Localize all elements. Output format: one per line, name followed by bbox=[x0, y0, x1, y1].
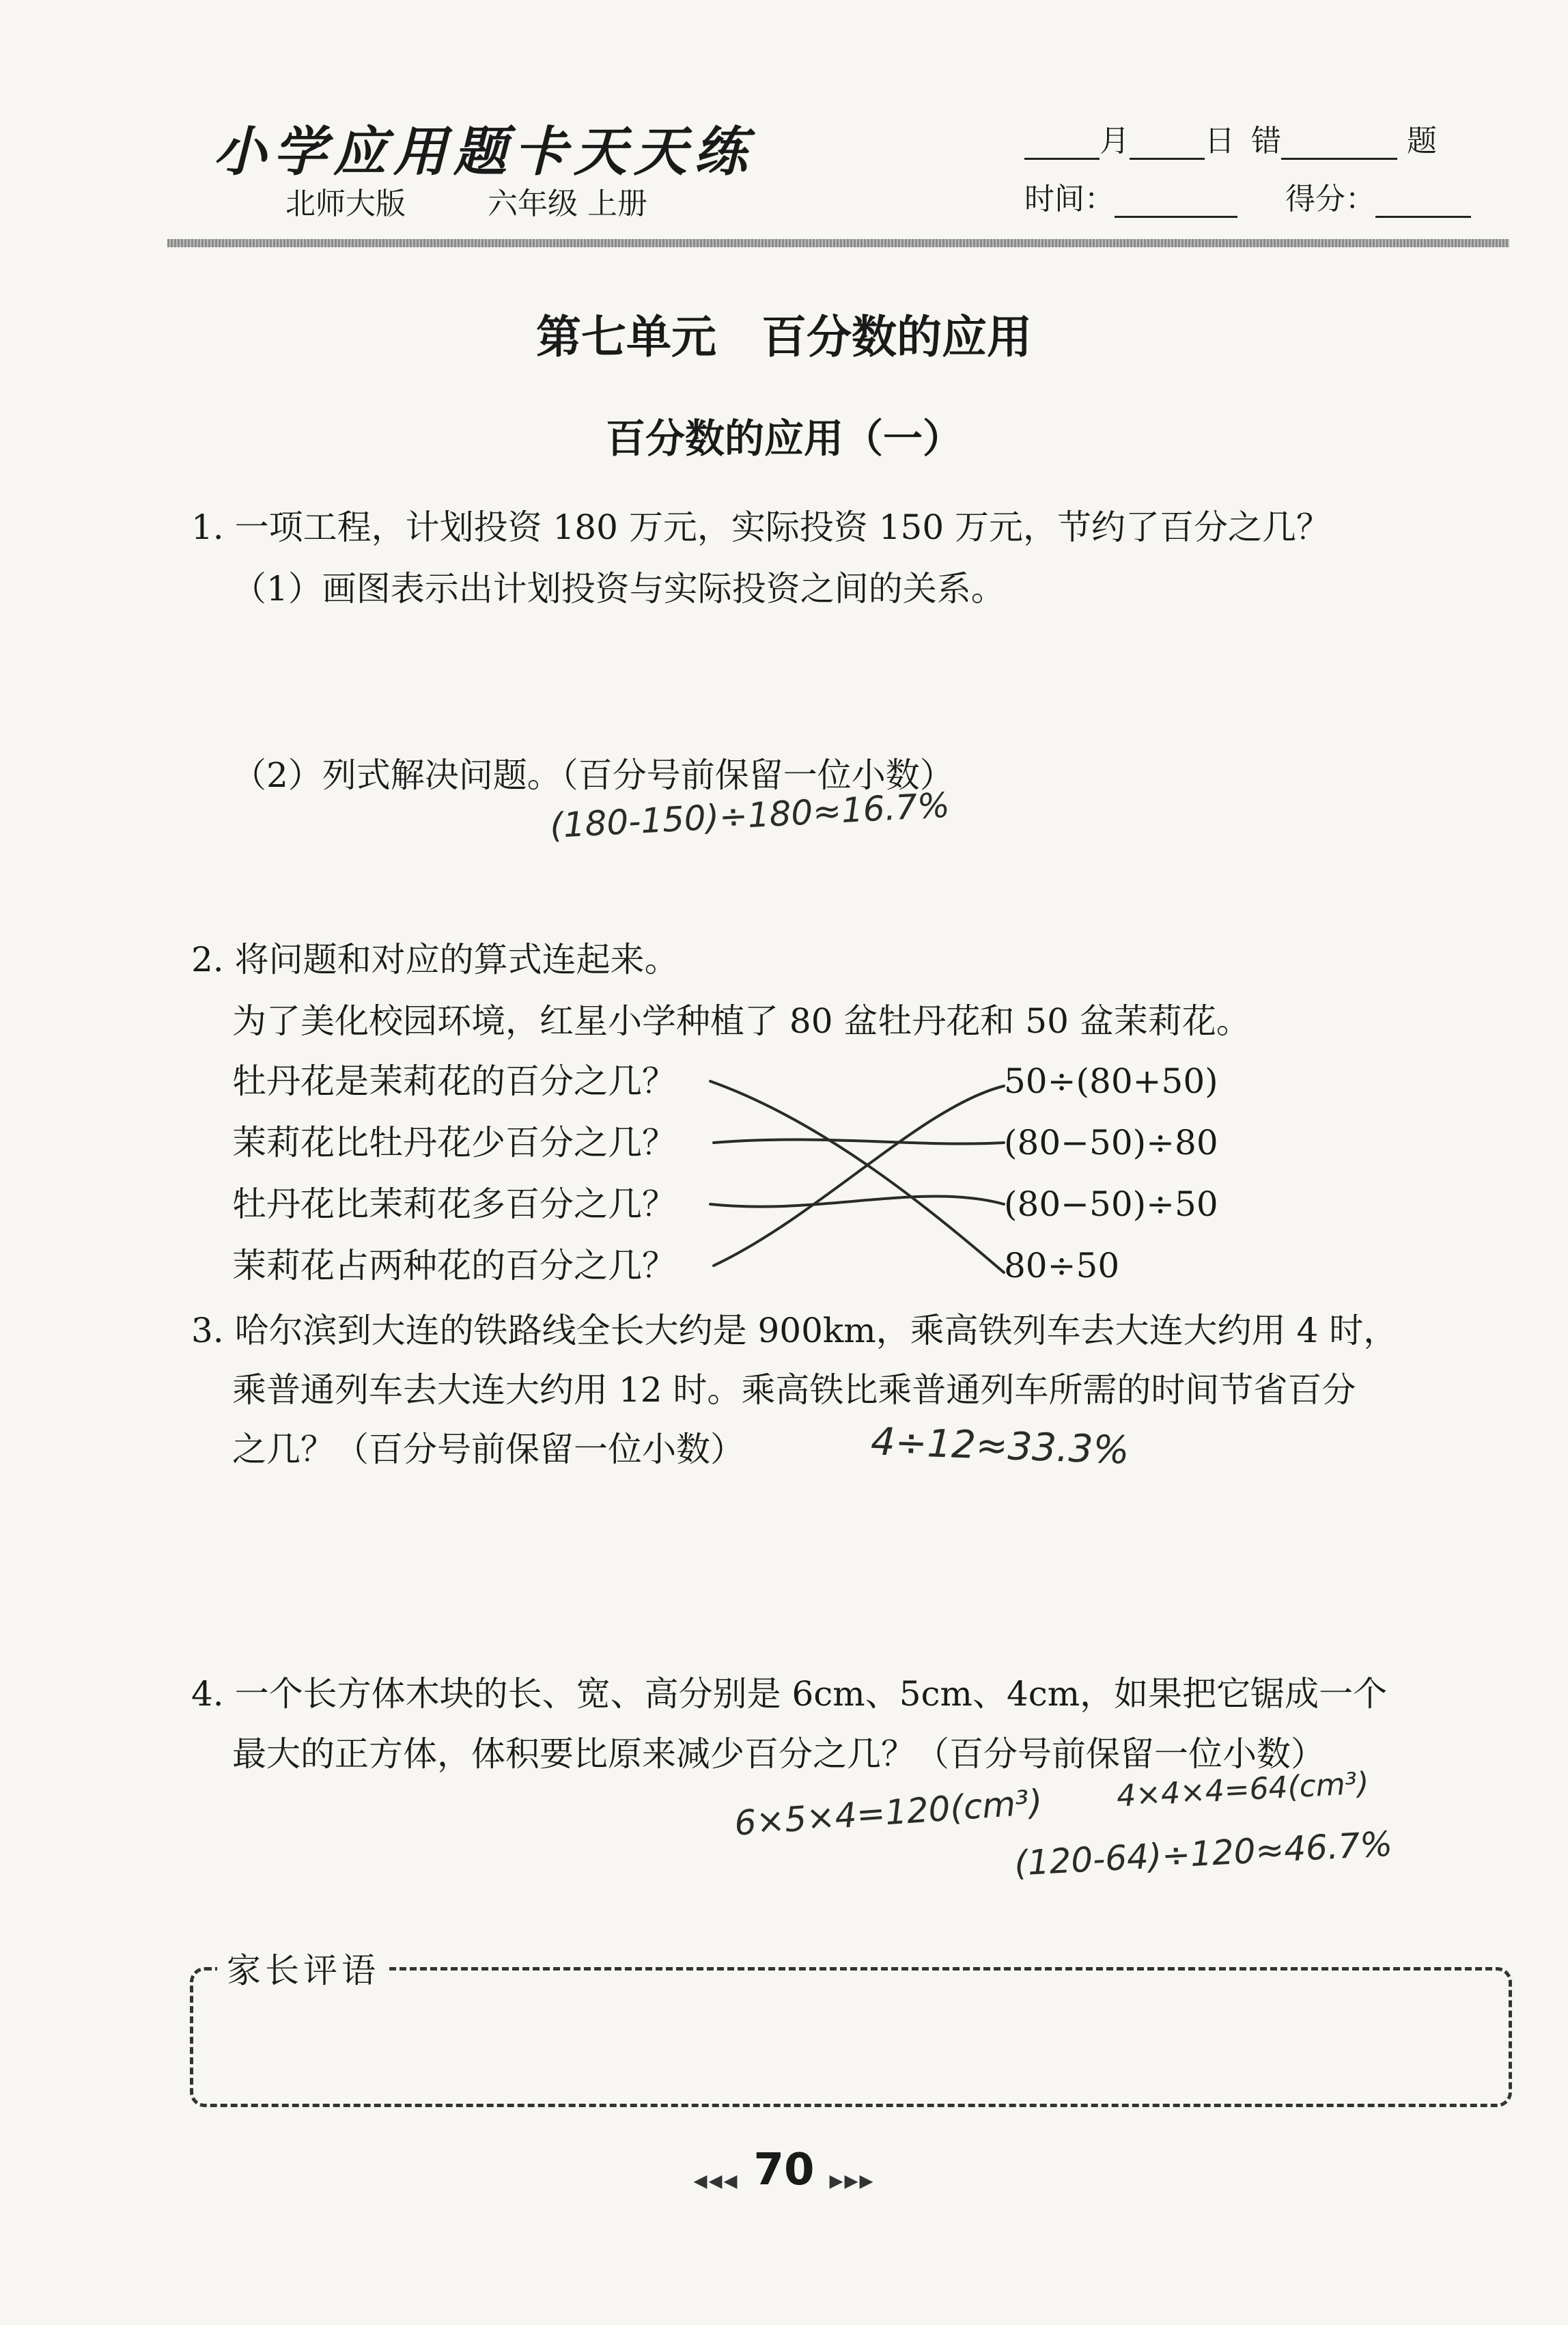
q2-question-4: 茉莉花占两种花的百分之几？ bbox=[232, 1246, 676, 1285]
publisher-label: 北师大版 bbox=[285, 186, 406, 221]
q2-formula-1: 50÷(80+50) bbox=[1004, 1061, 1218, 1101]
right-arrows-icon: ▶▶▶ bbox=[829, 2171, 875, 2192]
q1-sub2: （2）列式解决问题。（百分号前保留一位小数） bbox=[232, 755, 954, 795]
page-number: 70 bbox=[753, 2145, 815, 2195]
match-line-3 bbox=[710, 1196, 1004, 1206]
match-line-2 bbox=[714, 1139, 1004, 1143]
left-arrows-icon: ◀◀◀ bbox=[693, 2171, 739, 2192]
q4-handwritten-answer-1: 6×5×4=120(cm³) bbox=[733, 1782, 1044, 1843]
book-title: 小学应用题卡天天练 bbox=[213, 121, 755, 183]
q3-handwritten-answer: 4÷12≈33.3% bbox=[869, 1419, 1130, 1473]
wrong-label: 错 bbox=[1251, 124, 1281, 158]
score-label: 得分： bbox=[1285, 182, 1375, 217]
match-line-4 bbox=[714, 1086, 1004, 1266]
q1-sub1: （1）画图表示出计划投资与实际投资之间的关系。 bbox=[232, 569, 1005, 609]
q2-formula-3: (80−50)÷50 bbox=[1004, 1184, 1218, 1224]
q2-question-1: 牡丹花是茉莉花的百分之几？ bbox=[232, 1061, 676, 1101]
q2-question-3: 牡丹花比茉莉花多百分之几？ bbox=[232, 1184, 676, 1224]
lesson-title: 百分数的应用（一） bbox=[605, 415, 962, 462]
unit-title: 第七单元 百分数的应用 bbox=[536, 311, 1032, 363]
q4-line2: 最大的正方体，体积要比原来减少百分之几？（百分号前保留一位小数） bbox=[232, 1734, 1325, 1774]
parent-comment-label: 家长评语 bbox=[217, 1943, 389, 1992]
q4-handwritten-answer-2: 4×4×4=64(cm³) bbox=[1115, 1766, 1370, 1814]
q2-question-2: 茉莉花比牡丹花少百分之几？ bbox=[232, 1123, 676, 1162]
time-label: 时间： bbox=[1024, 182, 1115, 217]
q2-intro: 为了美化校园环境，红星小学种植了 80 盆牡丹花和 50 盆茉莉花。 bbox=[232, 1001, 1250, 1041]
q2-formula-2: (80−50)÷80 bbox=[1004, 1123, 1218, 1162]
day-label: 日 bbox=[1205, 124, 1235, 158]
page-footer bbox=[0, 2145, 1568, 2195]
q3-line1: 3. 哈尔滨到大连的铁路线全长大约是 900km，乘高铁列车去大连大约用 4 时， bbox=[191, 1311, 1398, 1350]
month-label: 月 bbox=[1100, 124, 1130, 158]
q1-text: 1. 一项工程，计划投资 180 万元，实际投资 150 万元，节约了百分之几？ bbox=[191, 507, 1331, 547]
q1-handwritten-answer: (180-150)÷180≈16.7% bbox=[548, 785, 951, 846]
q3-line3: 之几？（百分号前保留一位小数） bbox=[232, 1430, 744, 1469]
questions-label: 题 bbox=[1407, 124, 1437, 158]
q3-line2: 乘普通列车去大连大约用 12 时。乘高铁比乘普通列车所需的时间节省百分 bbox=[232, 1370, 1356, 1410]
q2-text: 2. 将问题和对应的算式连起来。 bbox=[191, 940, 679, 979]
q4-handwritten-answer-3: (120-64)÷120≈46.7% bbox=[1013, 1824, 1394, 1884]
q2-formula-4: 80÷50 bbox=[1004, 1246, 1120, 1285]
q4-line1: 4. 一个长方体木块的长、宽、高分别是 6cm、5cm、4cm，如果把它锯成一个 bbox=[191, 1674, 1388, 1714]
grade-label: 六年级 上册 bbox=[488, 186, 647, 221]
